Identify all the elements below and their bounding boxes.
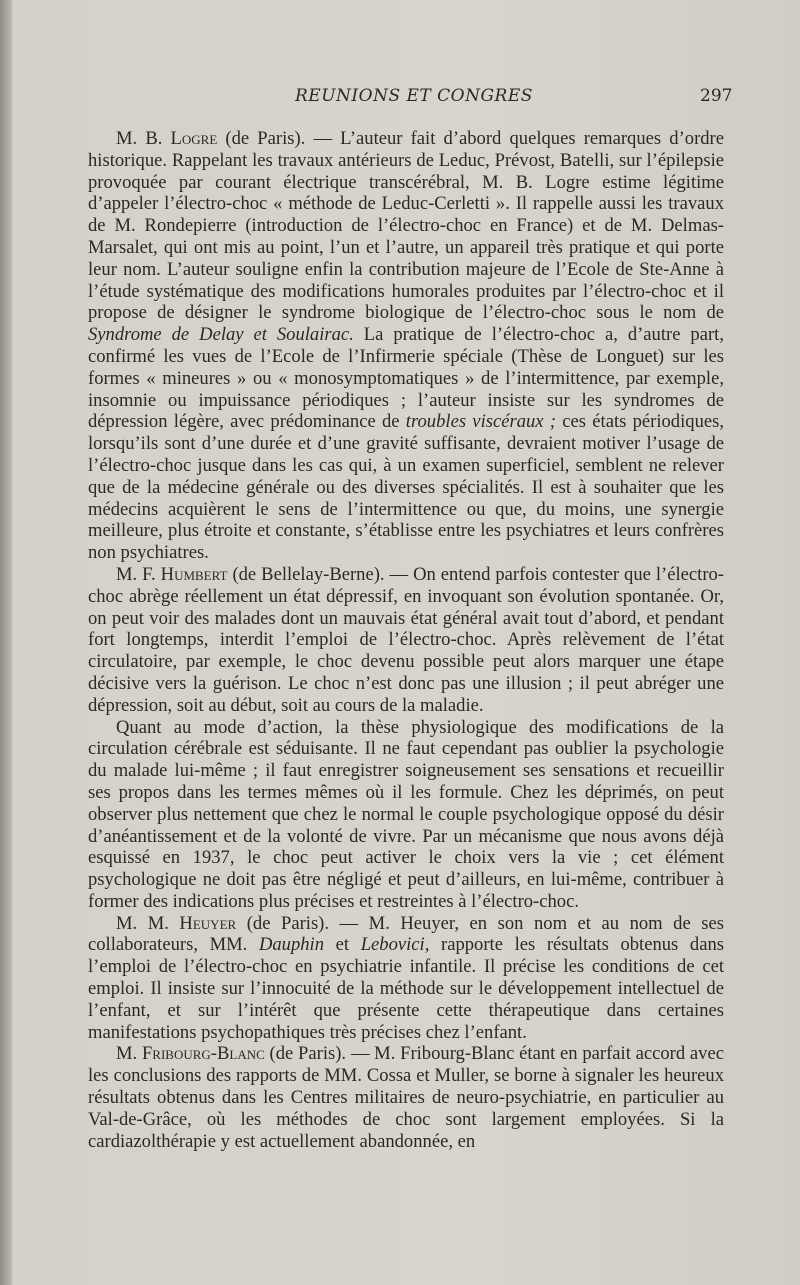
- text-segment: (de Paris). — M. Heuyer, en son nom et au nom de ses collaborateurs, MM.: [88, 912, 724, 956]
- text-segment: (de Paris). — M. Fribourg-Blanc étant en parfait accord avec les conclusions des rapports de MM. Cossa et Muller, se borne à signaler les heureux résultats obtenus dans les Centres militaires de neuro-psychiatrie, en particulier au Val-de-Grâce, où les méthodes de choc sont largement employées. Si la cardiazolthérapie y est actuellement abandonnée, en: [88, 1043, 724, 1152]
- page-header: [0, 86, 800, 108]
- running-title: REUNIONS ET CONGRES: [295, 86, 533, 106]
- paragraph: [88, 1043, 724, 1152]
- paragraph: [88, 128, 724, 564]
- book-spine-edge: [0, 0, 12, 1285]
- text-segment: M.: [116, 1043, 142, 1065]
- text-segment: Quant au mode d’action, la thèse physiologique des modifications de la circulation cérébrale est séduisante. Il ne faut cependant pas oublier la psychologie du malade lui-même ; il faut enregistrer soigneusement ses sensations et recueillir ses propos dans les termes mêmes où il les formule. Chez les déprimés, on peut observer plus nettement que chez le normal le couple psychologique opposé du désir d’anéantissement et de la volonté de vivre. Par un mécanisme que nous avons déjà esquissé en 1937, le choc peut activer le choix vers la vie ; cet élément psychologique ne doit pas être négligé et peut d’ailleurs, en lui-même, contribuer à former des indications plus précises et restreintes à l’électro-choc.: [88, 716, 724, 912]
- italic-text: Syndrome de Delay et Soulairac.: [88, 324, 354, 346]
- author-name: Humbert: [160, 563, 228, 585]
- text-segment: M. F.: [116, 563, 161, 585]
- author-name: Heuyer: [179, 912, 237, 934]
- text-segment: M. M.: [116, 912, 180, 934]
- text-segment: La pratique de l’électro-choc a, d’autre part, confirmé les vues de l’Ecole de l’Infirmerie spéciale (Thèse de Longuet) sur les formes « mineures » ou « monosymptomatiques » de l’intermittence, par exemple, insomnie ou impuissance périodiques ; l’auteur insiste sur les syndromes de dépression légère, avec prédominance de: [88, 324, 724, 433]
- paragraph: [88, 717, 724, 913]
- italic-text: Dauphin: [258, 934, 325, 956]
- text-segment: et: [324, 934, 361, 956]
- italic-text: Lebovici,: [360, 934, 430, 956]
- author-name: Fribourg-Blanc: [141, 1043, 265, 1065]
- paragraph: [88, 913, 724, 1044]
- author-name: Logre: [170, 128, 218, 149]
- text-segment: (de Bellelay-Berne). — On entend parfois contester que l’électro-choc abrège réellement un état dépressif, en invoquant son évolution spontanée. Or, on peut voir des malades dont un mauvais état général avait tout d’abord, et pendant fort longtemps, interdit l’emploi de l’électro-choc. Après relèvement de l’état circulatoire, par exemple, le choc devenu possible peut alors marquer une étape décisive vers la guérison. Le choc n’est donc pas une illusion ; il peut abréger une dépression, soit au début, soit au cours de la maladie.: [88, 563, 724, 716]
- paragraph: [88, 564, 724, 717]
- text-segment: M. B.: [116, 128, 171, 149]
- body-text: [88, 128, 724, 1152]
- page-number: 297: [700, 86, 733, 106]
- text-segment: ces états périodiques, lorsqu’ils sont d’une durée et d’une gravité suffisante, devraient motiver l’usage de l’électro-choc jusque dans les cas qui, à un examen superficiel, semblent ne relever que de la médecine générale ou des diverses spécialités. Il est à souhaiter que les médecins acquièrent le sens de l’intermittence ou que, du moins, une synergie meilleure, plus étroite et constante, s’établisse entre les psychiatres et leurs confrères non psychiatres.: [88, 411, 724, 564]
- italic-text: troubles viscéraux ;: [405, 411, 557, 433]
- text-segment: (de Paris). — L’auteur fait d’abord quelques remarques d’ordre historique. Rappelant les travaux antérieurs de Leduc, Prévost, Batelli, sur l’épilepsie provoquée par courant électrique transcérébral, M. B. Logre estime légitime d’appeler l’électro-choc « méthode de Leduc-Cerletti ». Il rappelle aussi les travaux de M. Rondepierre (introduction de l’électro-choc en France) et de M. Delmas-Marsalet, qui ont mis au point, l’un et l’autre, un appareil très pratique et qui porte leur nom. L’auteur souligne enfin la contribution majeure de l’Ecole de Ste-Anne à l’étude systématique des modifications humorales produites par l’électro-choc et il propose de désigner le syndrome biologique de l’électro-choc sous le nom de: [88, 128, 724, 324]
- text-segment: rapporte les résultats obtenus dans l’emploi de l’électro-choc en psychiatrie infantile. Il précise les conditions de cet emploi. Il insiste sur l’innocuité de la méthode sur le développement intellectuel de l’enfant, et sur l’intérêt que présente cette thérapeutique dans certaines manifestations psychopathiques très précises chez l’enfant.: [88, 934, 724, 1043]
